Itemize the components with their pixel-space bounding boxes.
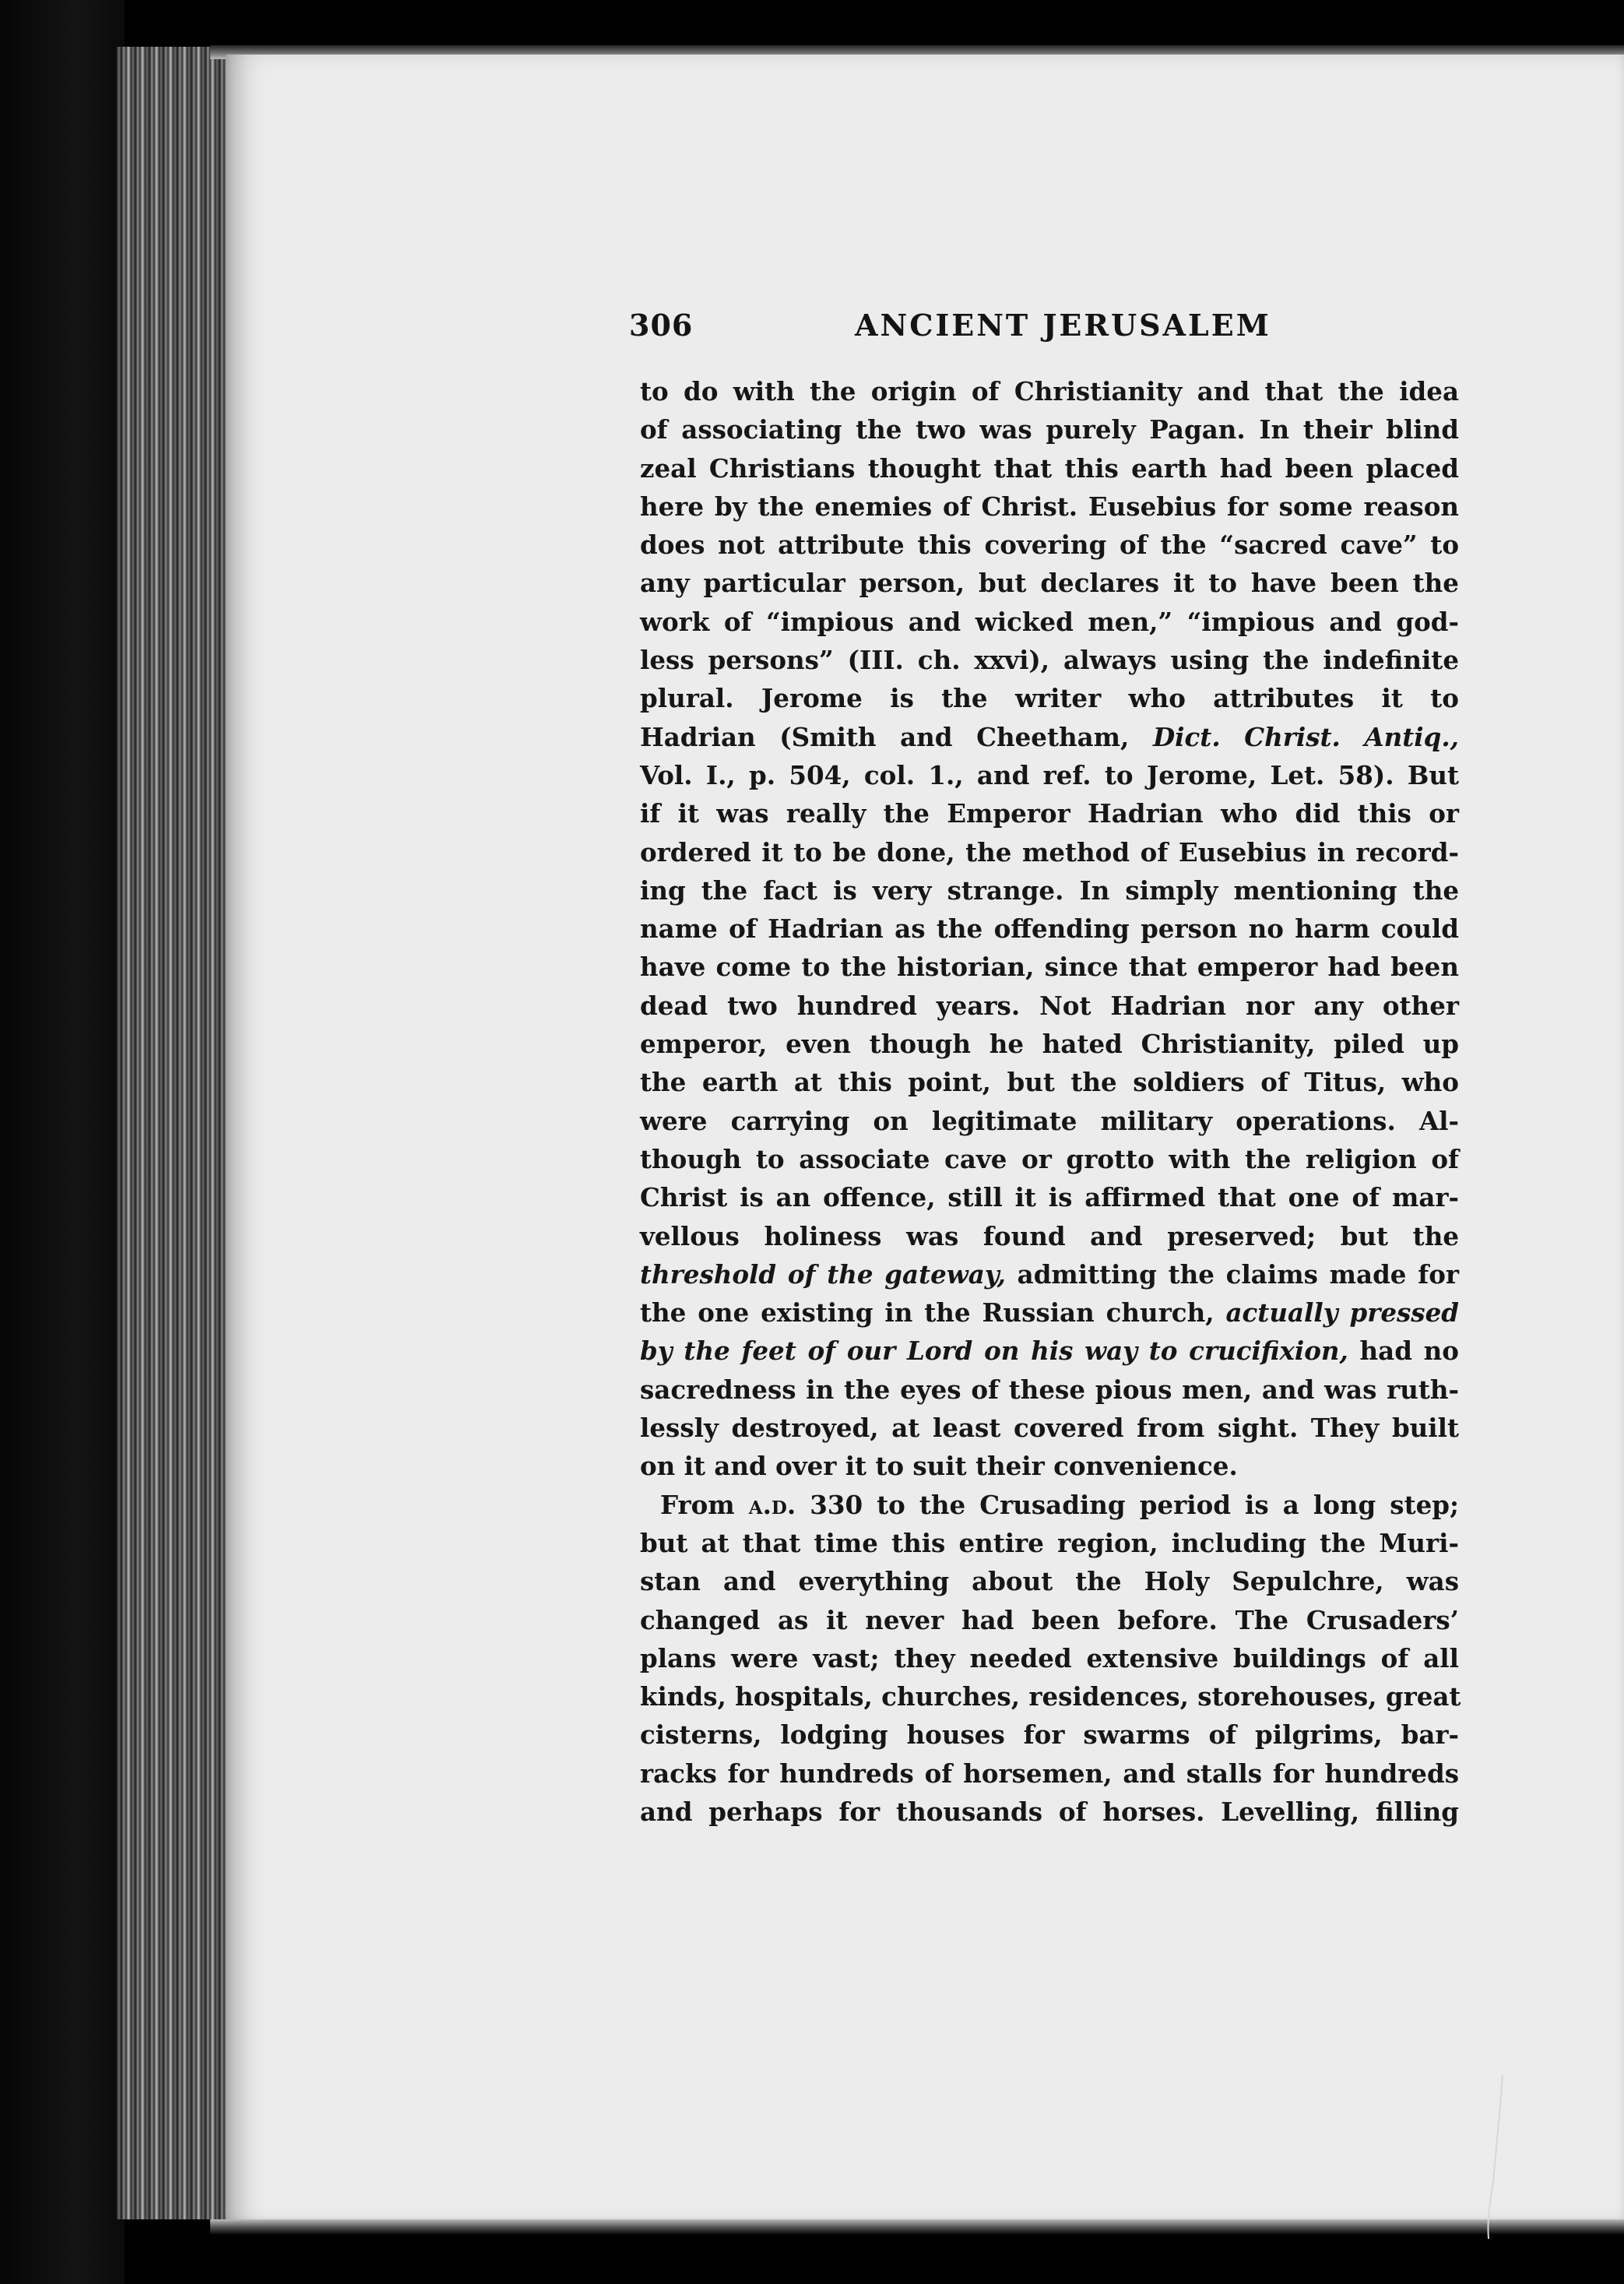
text-run: but at that time this entire region, including the Muri- bbox=[640, 1527, 1459, 1558]
text-run: the one existing in the Russian church, bbox=[640, 1297, 1226, 1329]
text-run: dead two hundred years. Not Hadrian nor any other bbox=[640, 990, 1459, 1021]
italic-text: Dict. Christ. Antiq., bbox=[1152, 721, 1459, 752]
text-line bbox=[640, 1178, 1459, 1216]
page-number: 306 bbox=[629, 308, 694, 343]
text-run: the earth at this point, but the soldiers of Titus, who bbox=[640, 1067, 1459, 1098]
text-run: ordered it to be done, the method of Eusebius in record- bbox=[640, 836, 1459, 867]
text-line bbox=[640, 1447, 1459, 1485]
italic-text: threshold of the gateway, bbox=[640, 1258, 1006, 1290]
text-run: any particular person, but declares it to have been the bbox=[640, 568, 1459, 599]
text-line bbox=[640, 449, 1459, 487]
text-run: ing the fact is very strange. In simply mentioning the bbox=[640, 875, 1459, 906]
text-line bbox=[640, 718, 1459, 756]
text-run: were carrying on legitimate military operations. Al- bbox=[640, 1105, 1459, 1136]
text-line bbox=[640, 564, 1459, 602]
text-line bbox=[640, 1639, 1459, 1677]
text-run: less persons” (III. ch. xxvi), always using the indefinite bbox=[640, 645, 1459, 676]
text-line bbox=[640, 410, 1459, 449]
text-run: racks for hundreds of horsemen, and stalls for hundreds bbox=[640, 1758, 1459, 1789]
text-line bbox=[640, 372, 1459, 410]
pen-mark bbox=[1479, 2071, 1510, 2243]
text-run: on it and over it to suit their convenience. bbox=[640, 1451, 1238, 1482]
running-title: ANCIENT JERUSALEM bbox=[855, 308, 1271, 343]
text-run: kinds, hospitals, churches, residences, storehouses, great bbox=[640, 1681, 1461, 1712]
text-line bbox=[640, 910, 1459, 948]
page-stack-edge bbox=[117, 47, 226, 2219]
text-run: sacredness in the eyes of these pious men, and was ruth- bbox=[640, 1374, 1459, 1405]
text-line bbox=[640, 1140, 1459, 1178]
text-run: Hadrian (Smith and Cheetham, bbox=[640, 721, 1153, 752]
text-run: though to associate cave or grotto with the religion of bbox=[640, 1143, 1459, 1174]
text-run: if it was really the Emperor Hadrian who did this or bbox=[640, 798, 1459, 829]
page-header bbox=[629, 308, 1462, 354]
small-caps-text: a.d. bbox=[748, 1489, 796, 1520]
text-line bbox=[640, 1332, 1459, 1370]
text-line bbox=[640, 1371, 1459, 1409]
text-line bbox=[640, 1677, 1459, 1716]
text-line bbox=[640, 679, 1459, 717]
text-run: have come to the historian, since that emperor had been bbox=[640, 952, 1459, 983]
text-line bbox=[640, 1217, 1459, 1255]
text-line bbox=[640, 948, 1459, 986]
text-run: cisterns, lodging houses for swarms of pilgrims, bar- bbox=[640, 1719, 1459, 1751]
text-line bbox=[640, 1063, 1459, 1101]
italic-text: by the feet of our Lord on his way to crucifixion, bbox=[640, 1336, 1348, 1367]
text-run: here by the enemies of Christ. Eusebius for some reason bbox=[640, 491, 1459, 522]
text-run: zeal Christians thought that this earth had been placed bbox=[640, 452, 1459, 484]
text-run: Christ is an offence, still it is affirmed that one of mar- bbox=[640, 1182, 1459, 1213]
text-line bbox=[640, 987, 1459, 1025]
book-binding bbox=[0, 0, 125, 2284]
page-bottom-edge bbox=[210, 2219, 1624, 2235]
text-run: lessly destroyed, at least covered from sight. They built bbox=[640, 1413, 1459, 1444]
text-run: does not attribute this covering of the “sacred cave” to bbox=[640, 530, 1459, 561]
text-line bbox=[640, 871, 1459, 910]
text-run: 330 to the Crusading period is a long step; bbox=[796, 1489, 1459, 1520]
text-run: vellous holiness was found and preserved; but the bbox=[640, 1220, 1459, 1251]
text-line bbox=[640, 1409, 1459, 1447]
text-line bbox=[640, 1102, 1459, 1140]
text-run: of associating the two was purely Pagan. In their blind bbox=[640, 414, 1459, 445]
body-text bbox=[640, 372, 1459, 1831]
text-run: Vol. I., p. 504, col. 1., and ref. to Jerome, Let. 58). But bbox=[640, 759, 1459, 790]
text-line bbox=[640, 833, 1459, 871]
text-run: name of Hadrian as the offending person no harm could bbox=[640, 913, 1459, 945]
text-run: plural. Jerome is the writer who attributes it to bbox=[640, 683, 1459, 714]
text-line bbox=[640, 526, 1459, 564]
text-line bbox=[640, 1486, 1459, 1524]
text-run: to do with the origin of Christianity and that the idea bbox=[640, 376, 1459, 406]
text-run: stan and everything about the Holy Sepulchre, was bbox=[640, 1566, 1459, 1597]
text-line bbox=[640, 1601, 1459, 1639]
italic-text: actually pressed bbox=[1225, 1297, 1459, 1329]
text-run: work of “impious and wicked men,” “impious and god- bbox=[640, 606, 1459, 637]
text-line bbox=[640, 1255, 1459, 1293]
text-line bbox=[640, 1793, 1459, 1831]
text-line bbox=[640, 487, 1459, 526]
text-line bbox=[640, 1754, 1459, 1793]
text-run: plans were vast; they needed extensive buildings of all bbox=[640, 1642, 1459, 1673]
text-run: changed as it never had been before. The Crusaders’ bbox=[640, 1604, 1459, 1635]
text-line bbox=[640, 603, 1459, 641]
text-line bbox=[640, 1025, 1459, 1063]
text-run: had no bbox=[1348, 1336, 1459, 1367]
text-line bbox=[640, 1716, 1459, 1754]
text-line bbox=[640, 756, 1459, 794]
text-run: emperor, even though he hated Christianity, piled up bbox=[640, 1029, 1459, 1060]
text-line bbox=[640, 794, 1459, 832]
text-run: From bbox=[660, 1489, 749, 1520]
text-line bbox=[640, 1293, 1459, 1332]
text-line bbox=[640, 1562, 1459, 1600]
text-run: and perhaps for thousands of horses. Levelling, filling bbox=[640, 1796, 1459, 1827]
text-line bbox=[640, 1524, 1459, 1562]
text-run: admitting the claims made for bbox=[1005, 1258, 1459, 1290]
text-line bbox=[640, 641, 1459, 679]
